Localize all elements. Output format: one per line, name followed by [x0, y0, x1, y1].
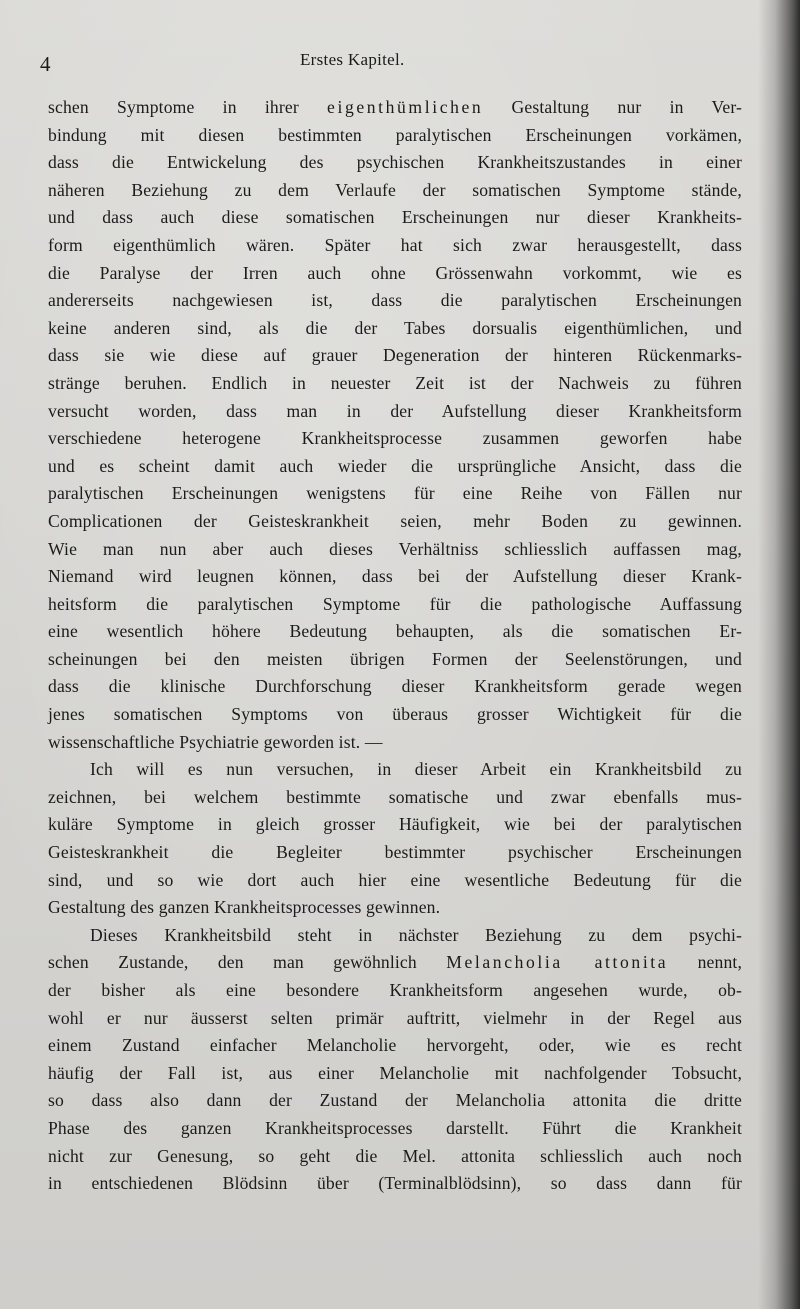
text-segment: sind, und so wie dort auch hier eine wesentliche Bedeutung für die	[48, 869, 742, 890]
text-segment: andererseits nachgewiesen ist, dass die paralytischen Erscheinungen	[48, 290, 742, 311]
text-segment: und dass auch diese somatischen Erscheinungen nur dieser Krankheits-	[48, 207, 742, 228]
text-segment: näheren Beziehung zu dem Verlaufe der somatischen Symptome stände,	[48, 179, 742, 200]
text-segment: stränge beruhen. Endlich in neuester Zeit ist der Nachweis zu führen	[48, 372, 742, 393]
text-line	[48, 646, 742, 674]
text-segment: Gestaltung des ganzen Krankheitsprocesses gewinnen.	[48, 897, 441, 918]
body-text	[48, 94, 742, 1198]
text-segment: bindung mit diesen bestimmten paralytischen Erscheinungen vorkämen,	[48, 124, 742, 145]
text-segment: schen Symptome in ihrer	[48, 97, 328, 117]
text-line	[48, 1170, 742, 1198]
text-line	[48, 729, 742, 757]
text-line	[48, 977, 742, 1005]
text-segment: häufig der Fall ist, aus einer Melancholie mit nachfolgender Tobsucht,	[48, 1062, 742, 1083]
text-segment: Wie man nun aber auch dieses Verhältniss schliesslich auffassen mag,	[48, 538, 742, 559]
text-segment: Ich will es nun versuchen, in dieser Arbeit ein Krankheitsbild zu	[90, 759, 742, 780]
page-number: 4	[40, 52, 51, 76]
text-segment: in entschiedenen Blödsinn über (Terminalblödsinn), so dass dann für	[48, 1173, 742, 1194]
chapter-title: Erstes Kapitel.	[300, 50, 405, 69]
text-segment: Niemand wird leugnen können, dass bei der Aufstellung dieser Krank-	[48, 566, 742, 587]
text-line	[48, 1115, 742, 1143]
text-line	[48, 122, 742, 150]
text-line	[48, 508, 742, 536]
text-segment: zeichnen, bei welchem bestimmte somatische und zwar ebenfalls mus-	[48, 786, 742, 807]
text-line	[48, 591, 742, 619]
text-line	[48, 536, 742, 564]
emphasized-text: eigenthümlichen	[327, 97, 484, 117]
text-segment: schen Zustande, den man gewöhnlich	[48, 952, 447, 973]
text-segment: Phase des ganzen Krankheitsprocesses darstellt. Führt die Krankheit	[48, 1117, 742, 1138]
text-line	[48, 922, 742, 950]
text-line	[48, 811, 742, 839]
text-segment: Gestaltung nur in Ver-	[483, 97, 742, 117]
text-segment: wissenschaftliche Psychiatrie geworden ist. —	[48, 731, 383, 752]
text-segment: der bisher als eine besondere Krankheitsform angesehen wurde, ob-	[48, 980, 742, 1000]
text-segment: einem Zustand einfacher Melancholie hervorgeht, oder, wie es recht	[48, 1035, 742, 1056]
text-line	[48, 618, 742, 646]
text-line	[48, 1087, 742, 1115]
text-segment: und es scheint damit auch wieder die ursprüngliche Ansicht, dass die	[48, 455, 742, 476]
text-segment: kuläre Symptome in gleich grosser Häufigkeit, wie bei der paralytischen	[48, 814, 742, 835]
text-segment: jenes somatischen Symptoms von überaus grosser Wichtigkeit für die	[48, 704, 742, 725]
text-line	[48, 1143, 742, 1171]
text-segment: keine anderen sind, als die der Tabes dorsualis eigenthümlichen, und	[48, 317, 742, 338]
book-gutter-shadow	[758, 0, 800, 1309]
text-line	[48, 453, 742, 481]
text-line	[48, 701, 742, 729]
text-line	[48, 94, 742, 122]
text-segment: eine wesentlich höhere Bedeutung behaupten, als die somatischen Er-	[48, 621, 742, 642]
text-line	[48, 287, 742, 315]
text-segment: nicht zur Genesung, so geht die Mel. attonita schliesslich auch noch	[48, 1145, 742, 1166]
text-line	[48, 480, 742, 508]
text-segment: die Paralyse der Irren auch ohne Grössenwahn vorkommt, wie es	[48, 262, 742, 283]
text-segment: Complicationen der Geisteskrankheit seien, mehr Boden zu gewinnen.	[48, 510, 742, 531]
text-segment: versucht worden, dass man in der Aufstellung dieser Krankheitsform	[48, 400, 742, 421]
text-segment: so dass also dann der Zustand der Melancholia attonita die dritte	[48, 1090, 742, 1111]
text-line	[48, 204, 742, 232]
text-segment: Geisteskrankheit die Begleiter bestimmter psychischer Erscheinungen	[48, 842, 742, 863]
text-segment: wohl er nur äusserst selten primär auftritt, vielmehr in der Regel aus	[48, 1007, 742, 1028]
text-line	[48, 149, 742, 177]
text-segment: dass die klinische Durchforschung dieser Krankheitsform gerade wegen	[48, 676, 742, 697]
text-line	[48, 1032, 742, 1060]
text-line	[48, 342, 742, 370]
text-segment: verschiedene heterogene Krankheitsprocesse zusammen geworfen habe	[48, 428, 742, 449]
text-line	[48, 1005, 742, 1033]
running-head	[0, 46, 780, 76]
text-segment: Dieses Krankheitsbild steht in nächster Beziehung zu dem psychi-	[90, 924, 742, 945]
text-line	[48, 398, 742, 426]
text-line	[48, 315, 742, 343]
text-segment: paralytischen Erscheinungen wenigstens für eine Reihe von Fällen nur	[48, 483, 742, 504]
text-segment: dass sie wie diese auf grauer Degeneration der hinteren Rückenmarks-	[48, 345, 742, 366]
emphasized-text: Melancholia attonita	[446, 952, 669, 973]
text-segment: heitsform die paralytischen Symptome für die pathologische Auffassung	[48, 593, 742, 614]
text-line	[48, 177, 742, 205]
text-segment: dass die Entwickelung des psychischen Krankheitszustandes in einer	[48, 152, 742, 173]
text-line	[48, 839, 742, 867]
text-line	[48, 260, 742, 288]
text-segment: nennt,	[668, 952, 742, 973]
text-line	[48, 232, 742, 260]
text-line	[48, 425, 742, 453]
text-line	[48, 673, 742, 701]
text-line	[48, 949, 742, 977]
text-line	[48, 756, 742, 784]
text-segment: form eigenthümlich wären. Später hat sich zwar herausgestellt, dass	[48, 234, 742, 255]
text-line	[48, 563, 742, 591]
text-line	[48, 867, 742, 895]
text-line	[48, 894, 742, 922]
text-line	[48, 784, 742, 812]
text-line	[48, 1060, 742, 1088]
text-segment: scheinungen bei den meisten übrigen Formen der Seelenstörungen, und	[48, 648, 742, 669]
text-line	[48, 370, 742, 398]
